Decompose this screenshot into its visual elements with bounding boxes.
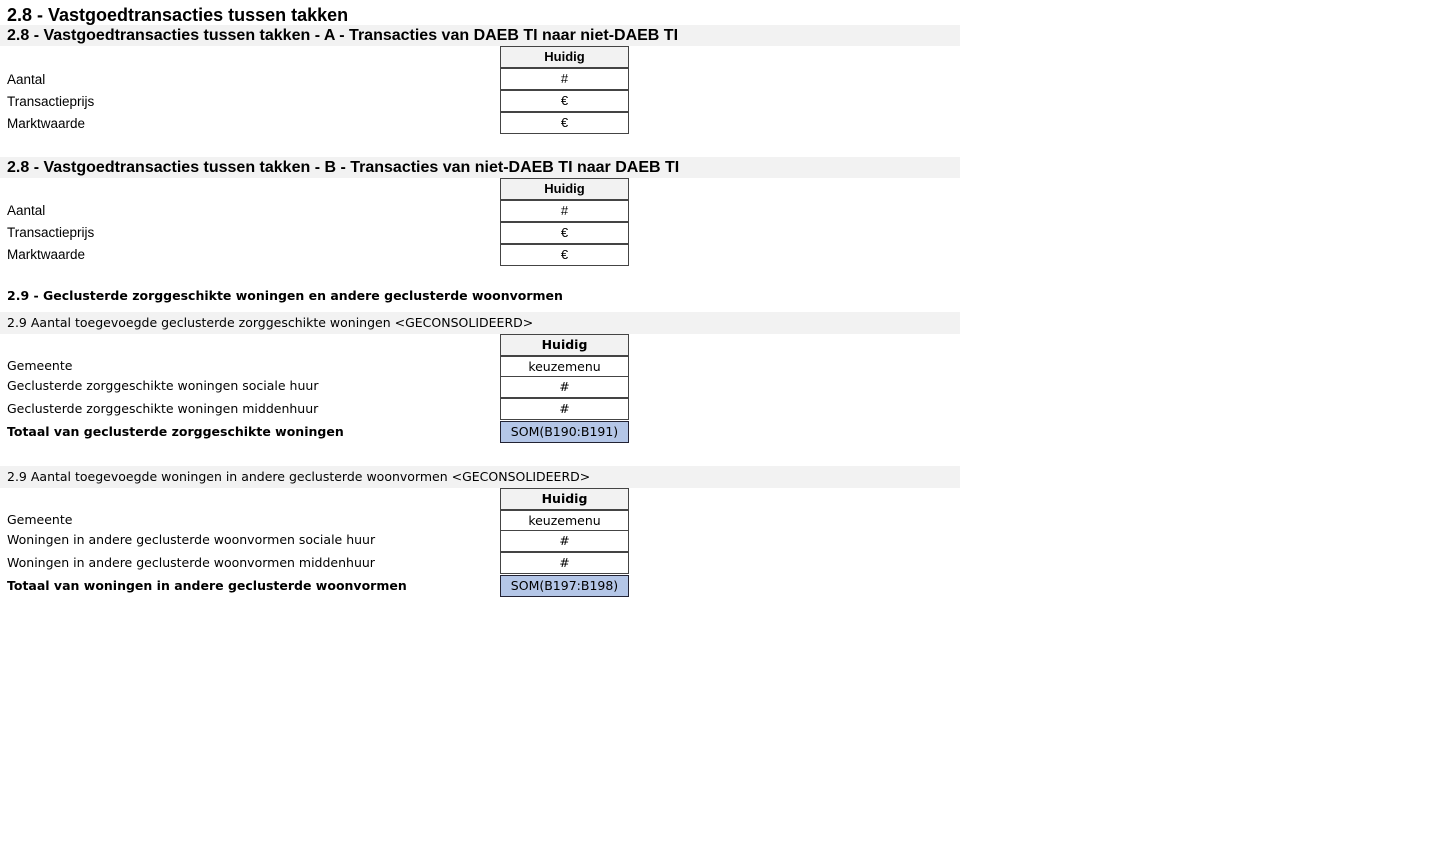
section-d-total-cell[interactable]: SOM(B197:B198) bbox=[500, 575, 629, 597]
section-b-marktwaarde-label: Marktwaarde bbox=[7, 247, 86, 262]
section-d-gemeente-label: Gemeente bbox=[7, 512, 73, 527]
section-d-middenhuur-label: Woningen in andere geclusterde woonvormen middenhuur bbox=[7, 555, 375, 570]
section-d-sociale-huur-cell[interactable]: # bbox=[500, 530, 629, 552]
section-c-total-cell[interactable]: SOM(B190:B191) bbox=[500, 421, 629, 443]
section-a-aantal-cell[interactable]: # bbox=[500, 68, 629, 90]
section-d-sociale-huur-label: Woningen in andere geclusterde woonvormen sociale huur bbox=[7, 532, 376, 547]
section-c-middenhuur-label: Geclusterde zorggeschikte woningen middenhuur bbox=[7, 401, 319, 416]
section-a-header-band bbox=[0, 25, 960, 46]
section-d-heading: 2.9 Aantal toegevoegde woningen in andere geclusterde woonvormen <GECONSOLIDEERD> bbox=[7, 469, 591, 484]
section-b-transactieprijs-cell[interactable]: € bbox=[500, 222, 629, 244]
section-a-transactieprijs-cell[interactable]: € bbox=[500, 90, 629, 112]
section-b-header-band bbox=[0, 157, 960, 178]
section-c-header-band bbox=[0, 312, 960, 334]
section-b-column-header: Huidig bbox=[500, 178, 629, 200]
page-title: 2.8 - Vastgoedtransacties tussen takken bbox=[7, 5, 349, 25]
section-c-sociale-huur-label: Geclusterde zorggeschikte woningen sociale huur bbox=[7, 378, 319, 393]
section-d-column-header: Huidig bbox=[500, 488, 629, 510]
section-a-transactieprijs-label: Transactieprijs bbox=[7, 94, 95, 109]
section-a-heading: 2.8 - Vastgoedtransacties tussen takken - A - Transacties van DAEB TI naar niet-DAEB TI bbox=[7, 27, 679, 44]
section-a-aantal-label: Aantal bbox=[7, 72, 46, 87]
section-29-heading: 2.9 - Geclusterde zorggeschikte woningen en andere geclusterde woonvormen bbox=[7, 288, 563, 303]
section-a-column-header: Huidig bbox=[500, 46, 629, 68]
section-d-total-label: Totaal van woningen in andere geclusterde woonvormen bbox=[7, 578, 407, 593]
section-b-marktwaarde-cell[interactable]: € bbox=[500, 244, 629, 266]
section-c-gemeente-label: Gemeente bbox=[7, 358, 73, 373]
section-c-middenhuur-cell[interactable]: # bbox=[500, 398, 629, 420]
section-c-gemeente-dropdown[interactable]: keuzemenu bbox=[500, 356, 629, 378]
section-b-aantal-cell[interactable]: # bbox=[500, 200, 629, 222]
section-c-column-header: Huidig bbox=[500, 334, 629, 356]
section-c-sociale-huur-cell[interactable]: # bbox=[500, 376, 629, 398]
section-b-aantal-label: Aantal bbox=[7, 203, 46, 218]
section-d-header-band bbox=[0, 466, 960, 488]
section-d-middenhuur-cell[interactable]: # bbox=[500, 552, 629, 574]
section-c-heading: 2.9 Aantal toegevoegde geclusterde zorggeschikte woningen <GECONSOLIDEERD> bbox=[7, 315, 534, 330]
section-b-transactieprijs-label: Transactieprijs bbox=[7, 225, 95, 240]
section-c-total-label: Totaal van geclusterde zorggeschikte woningen bbox=[7, 424, 344, 439]
section-b-heading: 2.8 - Vastgoedtransacties tussen takken - B - Transacties van niet-DAEB TI naar DAEB TI bbox=[7, 159, 680, 176]
section-d-gemeente-dropdown[interactable]: keuzemenu bbox=[500, 510, 629, 532]
section-a-marktwaarde-label: Marktwaarde bbox=[7, 116, 86, 131]
section-a-marktwaarde-cell[interactable]: € bbox=[500, 112, 629, 134]
